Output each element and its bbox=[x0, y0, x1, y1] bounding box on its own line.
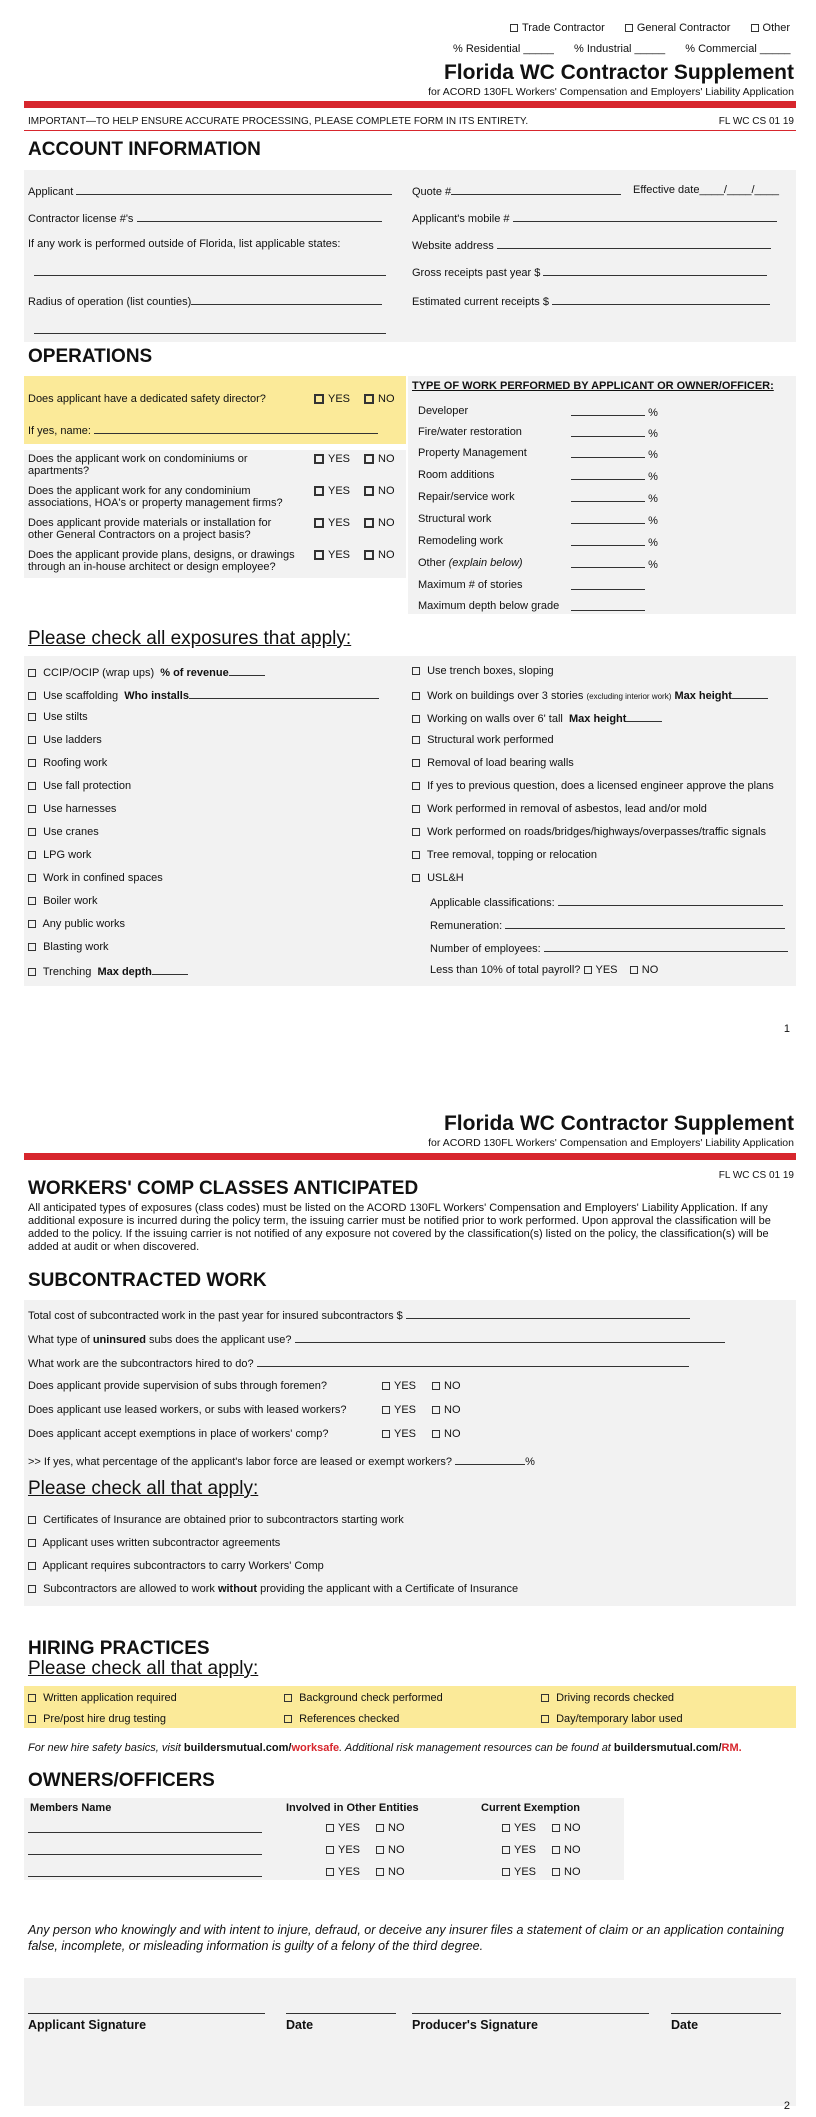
ops-q2-no[interactable]: NO bbox=[364, 485, 395, 497]
sub-percentage-field[interactable]: >> If yes, what percentage of the applicant's labor force are leased or exempt workers? % bbox=[28, 1456, 535, 1468]
exposure-roofing[interactable]: Roofing work bbox=[28, 757, 107, 769]
exposure-uslh[interactable]: USL&H bbox=[412, 872, 464, 884]
work-pct-field[interactable]: % bbox=[571, 426, 658, 440]
work-type-developer: Developer bbox=[418, 405, 469, 417]
hiring-written-application[interactable]: Written application required bbox=[28, 1692, 177, 1704]
owner-name-field[interactable] bbox=[28, 1866, 262, 1880]
sub-cost-label: Total cost of subcontracted work in the past year for insured subcontractors $ bbox=[28, 1310, 403, 1322]
work-type-other bbox=[418, 557, 523, 569]
work-pct-field[interactable]: % bbox=[571, 469, 658, 483]
exposure-blasting[interactable]: Blasting work bbox=[28, 941, 108, 953]
exposure-over-3-stories[interactable]: Work on buildings over 3 stories (excluding interior work) Max height bbox=[412, 688, 768, 702]
exposure-lpg[interactable]: LPG work bbox=[28, 849, 91, 861]
license-label: Contractor license #'s bbox=[28, 213, 134, 225]
ops-q4-yes[interactable]: YES bbox=[314, 549, 350, 561]
quote-label: Quote # bbox=[412, 186, 452, 198]
exposure-load-bearing[interactable]: Removal of load bearing walls bbox=[412, 757, 574, 769]
red-divider bbox=[24, 101, 796, 108]
sub-check-certificates[interactable]: Certificates of Insurance are obtained prior to subcontractors starting work bbox=[28, 1514, 404, 1526]
important-note: IMPORTANT—TO HELP ENSURE ACCURATE PROCESSING, PLEASE COMPLETE FORM IN ITS ENTIRETY. bbox=[28, 116, 529, 127]
usl-classifications-field[interactable] bbox=[430, 895, 783, 909]
sub-exemptions-no[interactable]: NO bbox=[432, 1428, 461, 1440]
exposure-cranes[interactable]: Use cranes bbox=[28, 826, 99, 838]
owner-entities-no[interactable]: NO bbox=[376, 1822, 405, 1834]
hiring-background-check[interactable]: Background check performed bbox=[284, 1692, 443, 1704]
ccip-revenue-label: % of revenue bbox=[160, 667, 229, 679]
applicant-label: Applicant bbox=[28, 186, 74, 198]
sub-exemptions-question: Does applicant accept exemptions in place of workers' comp? bbox=[28, 1428, 329, 1440]
usl-employees-field[interactable] bbox=[430, 941, 788, 955]
general-contractor-checkbox[interactable] bbox=[625, 24, 633, 32]
page-subtitle: for ACORD 130FL Workers' Compensation and Employers' Liability Application bbox=[428, 86, 794, 98]
sub-supervision-question: Does applicant provide supervision of subs through foremen? bbox=[28, 1380, 328, 1392]
owner-entities-yes[interactable]: YES bbox=[326, 1866, 360, 1878]
form-code: FL WC CS 01 19 bbox=[718, 116, 794, 127]
owner-entities-yes[interactable]: YES bbox=[326, 1844, 360, 1856]
exposure-walls-6ft[interactable]: Working on walls over 6' tall Max height bbox=[412, 711, 662, 725]
page-number: 2 bbox=[783, 2100, 790, 2112]
owner-name-field[interactable] bbox=[28, 1822, 262, 1836]
trade-contractor-checkbox[interactable] bbox=[510, 24, 518, 32]
radius-field-2[interactable] bbox=[34, 323, 386, 337]
gross-receipts-field[interactable] bbox=[412, 265, 767, 279]
pct-commercial: % Commercial _____ bbox=[685, 43, 791, 55]
percent-row bbox=[453, 43, 790, 55]
owner-exemption-no[interactable]: NO bbox=[552, 1822, 581, 1834]
work-max-stories: Maximum # of stories bbox=[418, 579, 523, 591]
ops-q1-yes[interactable]: YES bbox=[314, 453, 350, 465]
exposure-trench-boxes[interactable]: Use trench boxes, sloping bbox=[412, 665, 554, 677]
producer-date-label: Date bbox=[671, 2018, 699, 2032]
safety-question: Does applicant have a dedicated safety director? bbox=[28, 393, 266, 405]
sub-uninsured-field[interactable]: What type of uninsured subs does the applicant use? bbox=[28, 1332, 725, 1346]
rm-link[interactable]: buildersmutual.com/RM. bbox=[613, 1742, 742, 1754]
exposure-ccip[interactable]: CCIP/OCIP (wrap ups) % of revenue bbox=[28, 665, 265, 679]
ops-q3-yes[interactable]: YES bbox=[314, 517, 350, 529]
hiring-check-heading: Please check all that apply: bbox=[28, 1658, 259, 1679]
sub-work-field[interactable] bbox=[28, 1356, 689, 1370]
sub-cost-field[interactable] bbox=[28, 1308, 690, 1322]
ops-question-1: Does the applicant work on condominiums or apartments? bbox=[28, 453, 248, 477]
quote-field[interactable] bbox=[412, 184, 621, 198]
max-stories-field[interactable] bbox=[571, 579, 645, 593]
pct-industrial: % Industrial _____ bbox=[574, 43, 666, 55]
work-type-room: Room additions bbox=[418, 469, 495, 481]
sub-leased-no[interactable]: NO bbox=[432, 1404, 461, 1416]
usl-remuneration-label: Remuneration: bbox=[430, 920, 503, 932]
thin-divider bbox=[24, 130, 796, 131]
owner-entities-yes[interactable]: YES bbox=[326, 1822, 360, 1834]
page-2 bbox=[0, 1060, 816, 2117]
usl-employees-label: Number of employees: bbox=[430, 943, 541, 955]
ops-q1-no[interactable]: NO bbox=[364, 453, 395, 465]
exposure-tree[interactable]: Tree removal, topping or relocation bbox=[412, 849, 597, 861]
exposure-asbestos[interactable]: Work performed in removal of asbestos, lead and/or mold bbox=[412, 803, 707, 815]
website-field[interactable] bbox=[412, 238, 771, 252]
exposure-roads[interactable]: Work performed on roads/bridges/highways/overpasses/traffic signals bbox=[412, 826, 766, 838]
applicant-date-line[interactable] bbox=[286, 2013, 396, 2014]
radius-label: Radius of operation (list counties) bbox=[28, 296, 192, 308]
ops-q4-no[interactable]: NO bbox=[364, 549, 395, 561]
gross-label: Gross receipts past year $ bbox=[412, 267, 541, 279]
producer-signature-label: Producer's Signature bbox=[412, 2018, 538, 2032]
applicant-field[interactable] bbox=[28, 184, 392, 198]
owners-col-entities: Involved in Other Entities bbox=[286, 1802, 419, 1814]
subcontracted-heading: SUBCONTRACTED WORK bbox=[28, 1270, 267, 1291]
exposure-harnesses[interactable]: Use harnesses bbox=[28, 803, 116, 815]
exposure-trenching[interactable]: Trenching Max depth bbox=[28, 964, 188, 978]
usl-payroll-label: Less than 10% of total payroll? bbox=[430, 964, 581, 976]
work-pct-field[interactable]: % bbox=[571, 535, 658, 549]
work-type-remodeling: Remodeling work bbox=[418, 535, 503, 547]
work-other-label: Other bbox=[418, 557, 446, 569]
trench-depth-label: Max depth bbox=[97, 966, 152, 978]
other-contractor-checkbox[interactable] bbox=[751, 24, 759, 32]
form-code: FL WC CS 01 19 bbox=[718, 1170, 794, 1181]
exposure-stilts[interactable]: Use stilts bbox=[28, 711, 88, 723]
work-pct-field[interactable]: % bbox=[571, 513, 658, 527]
sub-leased-question: Does applicant use leased workers, or subs with leased workers? bbox=[28, 1404, 347, 1416]
ops-question-3: Does applicant provide materials or installation for other General Contractors on a project basis? bbox=[28, 517, 272, 541]
producer-signature-line[interactable] bbox=[412, 2013, 649, 2014]
sub-check-workers-comp[interactable]: Applicant requires subcontractors to carry Workers' Comp bbox=[28, 1560, 324, 1572]
exposure-public-works[interactable]: Any public works bbox=[28, 918, 125, 930]
website-label: Website address bbox=[412, 240, 494, 252]
ops-question-4: Does the applicant provide plans, designs, or drawings through an in-house architect or design employee? bbox=[28, 549, 295, 573]
work-max-depth: Maximum depth below grade bbox=[418, 600, 560, 612]
estimated-label: Estimated current receipts $ bbox=[412, 296, 549, 308]
ifyes-label: If yes, name: bbox=[28, 425, 91, 437]
general-contractor-label: General Contractor bbox=[636, 22, 731, 34]
owner-exemption-yes[interactable]: YES bbox=[502, 1822, 536, 1834]
classes-text: All anticipated types of exposures (class codes) must be listed on the ACORD 130FL Workers' Compensation and Employers' Liability Application. If any additional exposure is incurred during the policy term, the issuing carrier must be notified prior to work performed. Upon approval the classification will be added to the policy. If the issuing carrier is not notified of any exposure not covered by the classification(s) listed on the policy, the classification(s) will be added at audit or when discovered. bbox=[28, 1202, 771, 1253]
account-heading: ACCOUNT INFORMATION bbox=[28, 139, 261, 160]
effective-date-field[interactable]: Effective date____/____/____ bbox=[633, 184, 779, 196]
owner-exemption-no[interactable]: NO bbox=[552, 1866, 581, 1878]
exposure-scaffolding[interactable]: Use scaffolding Who installs bbox=[28, 688, 379, 702]
sub-percentage-label: >> If yes, what percentage of the applicant's labor force are leased or exempt workers? bbox=[28, 1456, 452, 1468]
usl-payroll-question bbox=[430, 964, 658, 976]
ops-q3-no[interactable]: NO bbox=[364, 517, 395, 529]
ops-q2-yes[interactable]: YES bbox=[314, 485, 350, 497]
owners-col-exemption: Current Exemption bbox=[481, 1802, 581, 1814]
red-divider bbox=[24, 1153, 796, 1160]
work-pct-field[interactable]: % bbox=[571, 447, 658, 461]
applicant-signature-label: Applicant Signature bbox=[28, 2018, 147, 2032]
fraud-statement: Any person who knowingly and with intent to injure, defraud, or deceive any insurer files a statement of claim or an application containing false, incomplete, or misleading information is guilty of a felony of the third degree. bbox=[28, 1923, 784, 1953]
exposure-ladders[interactable]: Use ladders bbox=[28, 734, 102, 746]
hiring-resources-note: For new hire safety basics, visit buildersmutual.com/worksafe. Additional risk management resources can be found at buildersmutual.com/RM. bbox=[28, 1742, 742, 1754]
sub-leased-yes[interactable]: YES bbox=[382, 1404, 416, 1416]
owner-exemption-no[interactable]: NO bbox=[552, 1844, 581, 1856]
pct-residential: % Residential _____ bbox=[453, 43, 554, 55]
ops-question-2: Does the applicant work for any condominium associations, HOA's or property management firms? bbox=[28, 485, 283, 509]
work-other-note: (explain below) bbox=[448, 557, 523, 569]
work-type-property: Property Management bbox=[418, 447, 527, 459]
work-pct-field[interactable]: % bbox=[571, 405, 658, 419]
page-number: 1 bbox=[783, 1023, 790, 1035]
mobile-label: Applicant's mobile # bbox=[412, 213, 510, 225]
worksafe-link[interactable]: buildersmutual.com/worksafe bbox=[183, 1742, 340, 1754]
max-height-label: Max height bbox=[568, 713, 627, 725]
work-pct-field[interactable]: % bbox=[571, 557, 658, 571]
owner-exemption-yes[interactable]: YES bbox=[502, 1866, 536, 1878]
exposures-panel bbox=[24, 656, 796, 986]
applicant-date-label: Date bbox=[286, 2018, 314, 2032]
hiring-driving-records[interactable]: Driving records checked bbox=[541, 1692, 674, 1704]
trade-contractor-label: Trade Contractor bbox=[522, 22, 605, 34]
outside-florida-field[interactable] bbox=[34, 265, 386, 279]
exposure-confined[interactable]: Work in confined spaces bbox=[28, 872, 163, 884]
mobile-field[interactable] bbox=[412, 211, 777, 225]
sub-supervision-no[interactable]: NO bbox=[432, 1380, 461, 1392]
work-type-repair: Repair/service work bbox=[418, 491, 515, 503]
outside-florida-label: If any work is performed outside of Florida, list applicable states: bbox=[28, 238, 341, 250]
sub-check-agreements[interactable]: Applicant uses written subcontractor agreements bbox=[28, 1537, 280, 1549]
max-height-label: Max height bbox=[674, 690, 732, 702]
hiring-heading: HIRING PRACTICES bbox=[28, 1638, 210, 1659]
safety-name-field[interactable] bbox=[28, 423, 378, 437]
owner-entities-no[interactable]: NO bbox=[376, 1866, 405, 1878]
hiring-day-labor[interactable]: Day/temporary labor used bbox=[541, 1713, 683, 1725]
interior-note: (excluding interior work) bbox=[586, 692, 672, 701]
exposure-structural[interactable]: Structural work performed bbox=[412, 734, 554, 746]
producer-date-line[interactable] bbox=[671, 2013, 781, 2014]
page-subtitle: for ACORD 130FL Workers' Compensation and Employers' Liability Application bbox=[428, 1137, 794, 1149]
signature-panel bbox=[24, 1978, 796, 2106]
usl-classifications-label: Applicable classifications: bbox=[430, 897, 555, 909]
exposure-fall-protection[interactable]: Use fall protection bbox=[28, 780, 131, 792]
operations-heading: OPERATIONS bbox=[28, 346, 153, 367]
sub-work-label: What work are the subcontractors hired to do? bbox=[28, 1358, 254, 1370]
scaffold-installs-label: Who installs bbox=[124, 690, 189, 702]
owner-exemption-yes[interactable]: YES bbox=[502, 1844, 536, 1856]
usl-remuneration-field[interactable] bbox=[430, 918, 785, 932]
work-pct-field[interactable]: % bbox=[571, 491, 658, 505]
page-title: Florida WC Contractor Supplement bbox=[443, 61, 794, 84]
hiring-references[interactable]: References checked bbox=[284, 1713, 399, 1725]
estimated-receipts-field[interactable] bbox=[412, 294, 770, 308]
work-type-structural: Structural work bbox=[418, 513, 492, 525]
exposure-engineer[interactable]: If yes to previous question, does a licensed engineer approve the plans bbox=[412, 780, 774, 792]
owner-name-field[interactable] bbox=[28, 1844, 262, 1858]
max-depth-field[interactable] bbox=[571, 600, 645, 614]
exposures-heading: Please check all exposures that apply: bbox=[28, 628, 352, 649]
owner-entities-no[interactable]: NO bbox=[376, 1844, 405, 1856]
applicant-signature-line[interactable] bbox=[28, 2013, 265, 2014]
safety-yes[interactable]: YES bbox=[314, 393, 350, 405]
sub-check-without-coi[interactable]: Subcontractors are allowed to work without providing the applicant with a Certificate of Insurance bbox=[28, 1583, 518, 1595]
radius-field[interactable] bbox=[28, 294, 382, 308]
page-title: Florida WC Contractor Supplement bbox=[443, 1112, 794, 1135]
owners-heading: OWNERS/OFFICERS bbox=[28, 1770, 215, 1791]
hiring-drug-testing[interactable]: Pre/post hire drug testing bbox=[28, 1713, 166, 1725]
license-field[interactable] bbox=[28, 211, 382, 225]
sub-supervision-yes[interactable]: YES bbox=[382, 1380, 416, 1392]
payroll-no[interactable]: NO bbox=[630, 964, 659, 976]
type-of-work-heading: TYPE OF WORK PERFORMED BY APPLICANT OR OWNER/OFFICER: bbox=[412, 380, 774, 392]
work-type-fire: Fire/water restoration bbox=[418, 426, 522, 438]
payroll-yes[interactable]: YES bbox=[584, 964, 618, 976]
contractor-type-row bbox=[510, 22, 790, 34]
sub-check-heading: Please check all that apply: bbox=[28, 1478, 259, 1499]
classes-heading: WORKERS' COMP CLASSES ANTICIPATED bbox=[28, 1178, 419, 1199]
exposure-boiler[interactable]: Boiler work bbox=[28, 895, 97, 907]
safety-no[interactable]: NO bbox=[364, 393, 395, 405]
owners-col-name: Members Name bbox=[30, 1802, 112, 1814]
other-contractor-label: Other bbox=[762, 22, 791, 34]
sub-exemptions-yes[interactable]: YES bbox=[382, 1428, 416, 1440]
